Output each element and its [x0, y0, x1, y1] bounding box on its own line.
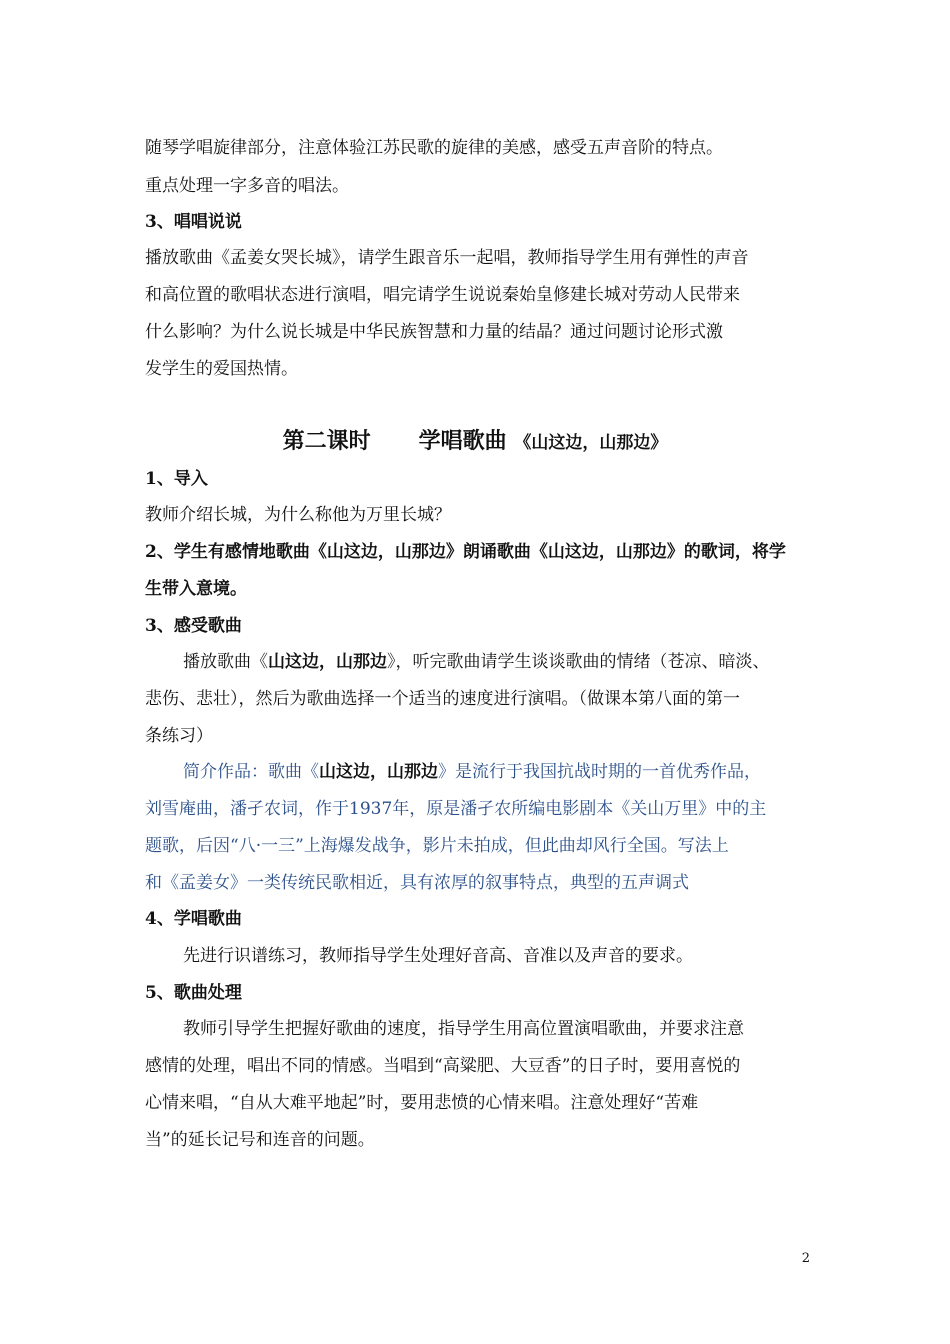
section-heading-song-treatment: 5、歌曲处理 — [145, 983, 242, 1003]
text-segment: 》，听完歌曲请学生谈谈歌曲的情绪（苍凉、暗淡、 — [387, 652, 770, 672]
text-line-bold: 2、学生有感情地歌曲《山这边，山那边》朗诵歌曲《山这边，山那边》的歌词，将学 — [145, 542, 786, 562]
text-line: 心情来唱，“自从大难平地起”时，要用悲愤的心情来唱。注意处理好“苦难 — [145, 1093, 699, 1113]
text-line: 先进行识谱练习，教师指导学生处理好音高、音准以及声音的要求。 — [183, 946, 693, 966]
lesson-title-part2: 学唱歌曲 — [418, 428, 507, 454]
text-segment: 》是流行于我国抗战时期的一首优秀作品， — [438, 762, 761, 782]
text-line-bold: 生带入意境。 — [145, 579, 247, 599]
section-heading-sing-and-say: 3、唱唱说说 — [145, 212, 242, 232]
intro-line: 和《孟姜女》一类传统民歌相近，具有浓厚的叙事特点，典型的五声调式 — [145, 873, 689, 893]
text-line: 发学生的爱国热情。 — [145, 359, 298, 379]
song-name-bold: 山这边，山那边 — [319, 762, 438, 782]
lesson-title-song: 《山这边，山那边》 — [514, 433, 668, 453]
text-line: 当”的延长记号和连音的问题。 — [145, 1130, 375, 1150]
text-segment: 简介作品：歌曲《 — [183, 762, 319, 782]
song-name-bold: 山这边，山那边 — [268, 652, 387, 672]
text-line: 播放歌曲《孟姜女哭长城》，请学生跟音乐一起唱，教师指导学生用有弹性的声音 — [145, 248, 749, 268]
text-line: 感情的处理，唱出不同的情感。当唱到“高粱肥、大豆香”的日子时，要用喜悦的 — [145, 1056, 741, 1076]
text-line: 重点处理一字多音的唱法。 — [145, 176, 349, 196]
intro-line: 刘雪庵曲，潘孑农词，作于1937年，原是潘孑农所编电影剧本《关山万里》中的主 — [145, 799, 767, 819]
intro-line: 题歌，后因“八·一三”上海爆发战争，影片未拍成，但此曲却风行全国。写法上 — [145, 836, 729, 856]
text-line: 和高位置的歌唱状态进行演唱，唱完请学生说说秦始皇修建长城对劳动人民带来 — [145, 285, 740, 305]
text-line: 条练习） — [145, 726, 213, 746]
text-line: 悲伤、悲壮），然后为歌曲选择一个适当的速度进行演唱。（做课本第八面的第一 — [145, 689, 740, 709]
text-line: 什么影响？为什么说长城是中华民族智慧和力量的结晶？通过问题讨论形式激 — [145, 322, 723, 342]
lesson-title-part1: 第二课时 — [282, 428, 371, 454]
text-line — [183, 650, 810, 674]
text-line: 教师引导学生把握好歌曲的速度，指导学生用高位置演唱歌曲，并要求注意 — [183, 1019, 744, 1039]
text-line: 教师介绍长城，为什么称他为万里长城？ — [145, 505, 451, 525]
section-heading-feel-song: 3、感受歌曲 — [145, 616, 242, 636]
intro-line — [183, 760, 810, 784]
section-heading-learn-song: 4、学唱歌曲 — [145, 909, 242, 929]
page-number: 2 — [801, 1251, 810, 1266]
lesson-title — [0, 426, 950, 458]
section-heading-intro: 1、导入 — [145, 469, 208, 489]
text-segment: 播放歌曲《 — [183, 652, 268, 672]
text-line: 随琴学唱旋律部分，注意体验江苏民歌的旋律的美感，感受五声音阶的特点。 — [145, 138, 723, 158]
